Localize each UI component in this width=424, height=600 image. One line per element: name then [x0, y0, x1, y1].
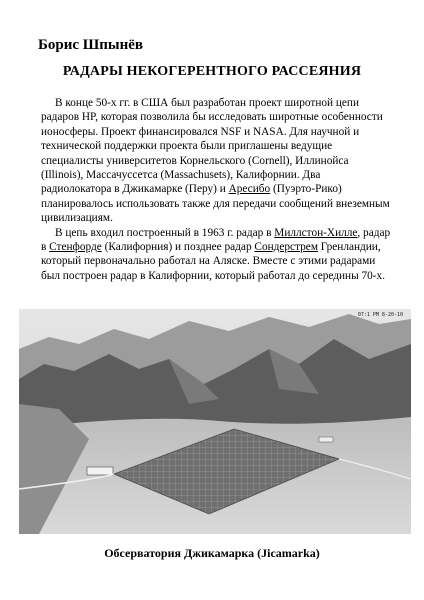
observatory-building — [87, 467, 113, 475]
paragraph-2-text-c: (Калифорния) и позднее радар — [101, 241, 255, 254]
observatory-building — [319, 437, 333, 442]
paragraph-2-text-b: , радар в — [41, 226, 391, 254]
paragraph-1-text-a: В конце 50-х гг. в США был разработан проект широтной цепи радаров HP, которая позволила бы исследовать широтные особенности ионосферы. Проект финансировался NSF и NASA. Для научной и технической поддержки проекта были приглашены ведущие специалисты университетов Корнельского (Cornell), Иллинойса (Illinois), Массачуссетса (Massachusets), Калифорнии. Два радиолокатора в Джикамарке (Перу) и — [41, 97, 383, 196]
observatory-photo-drawing — [19, 309, 411, 534]
author-name: Борис Шпынёв — [38, 37, 144, 53]
paragraph-1 — [41, 96, 393, 226]
link-stanford[interactable]: Стенфорде — [49, 241, 102, 254]
paragraph-2-text-d: Гренландии, который первоначально работал на Аляске. Вместе с этими радарами был построен радар в Калифорнии, который работал до середины 70-х. — [41, 241, 386, 282]
link-millstone-hill[interactable]: Миллстон-Хилле — [274, 226, 358, 239]
paragraph-1-text-b: (Пуэрто-Рико) планировалось использовать также для передачи сообщений внеземным цивилизациям. — [41, 183, 390, 225]
paragraph-2 — [41, 226, 393, 284]
photo-timestamp: 07:1 PM 8-20-10 — [357, 312, 403, 318]
article-title: РАДАРЫ НЕКОГЕРЕНТНОГО РАССЕЯНИЯ — [62, 64, 362, 79]
article-body — [41, 96, 393, 283]
observatory-photo — [19, 309, 411, 534]
photo-caption: Обсерватория Джикамарка (Jicamarka) — [104, 546, 320, 560]
link-sondrestrom[interactable]: Сондерстрем — [254, 241, 318, 254]
paragraph-2-text-a: В цепь входил построенный в 1963 г. радар в — [55, 226, 275, 239]
link-arecibo[interactable]: Аресибо — [228, 183, 271, 196]
